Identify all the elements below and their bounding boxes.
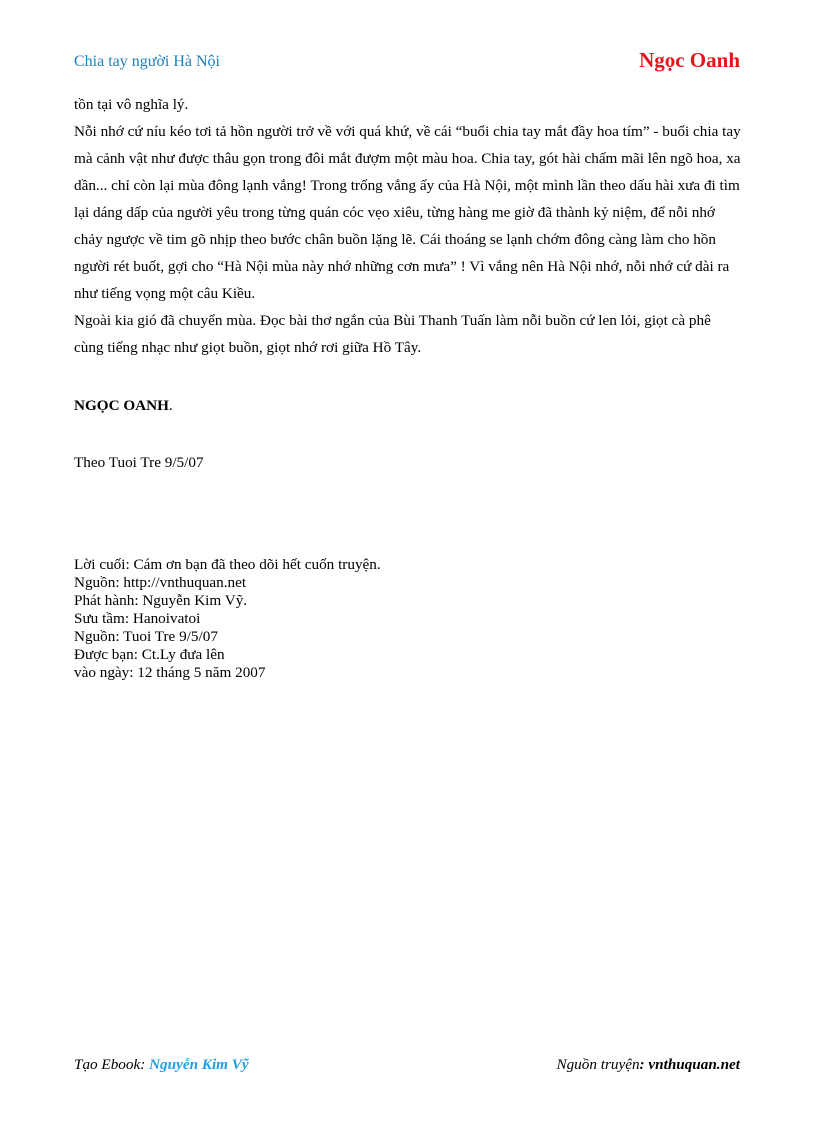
- signature-name: NGỌC OANH: [74, 397, 169, 414]
- footer-ebook-author: Nguyễn Kim Vỹ: [149, 1056, 249, 1073]
- credit-collector: Sưu tầm: Hanoivatoi: [74, 610, 201, 627]
- credit-final-note: Lời cuối: Cám ơn bạn đã theo dõi hết cuốn truyện.: [74, 556, 381, 573]
- credit-source: Nguồn: Tuoi Tre 9/5/07: [74, 628, 218, 645]
- credit-source-url: Nguồn: http://vnthuquan.net: [74, 574, 247, 591]
- footer-source-sep: :: [639, 1056, 649, 1073]
- article-source: Theo Tuoi Tre 9/5/07: [74, 454, 204, 471]
- paragraph-1: tồn tại vô nghĩa lý.: [74, 96, 189, 113]
- footer-source-label: Nguồn truyện: [556, 1056, 640, 1073]
- credit-uploader: Được bạn: Ct.Ly đưa lên: [74, 646, 225, 663]
- footer-source-credit: [556, 1056, 740, 1074]
- header-author: Ngọc Oanh: [639, 48, 740, 72]
- signature-punct: .: [168, 397, 173, 414]
- paragraph-2: Nỗi nhớ cứ níu kéo tơi tả hồn người trở về với quá khứ, về cái “buổi chia tay mắt đầy hoa tím” - buổi chia tay mà cảnh vật như được thâu gọn trong đôi mắt đượm một màu hoa. Chia tay, gót hài chấm mãi lên ngõ hoa, xa dần... chỉ còn lại mùa đông lạnh vắng! Trong trống vắng ấy của Hà Nội, một mình lần theo dấu hài xưa đi tìm lại dáng dấp của người yêu trong từng quán cóc vẹo xiêu, từng hàng me giờ đã thành kỷ niệm, để nỗi nhớ chảy ngược về tim gõ nhịp theo bước chân buồn lặng lẽ. Cái thoáng se lạnh chớm đông càng làm cho hồn người rét buốt, gợi cho “Hà Nội mùa này nhớ những cơn mưa” ! Vì vắng nên Hà Nội nhớ, nỗi nhớ cứ dài ra như tiếng vọng một câu Kiều.: [74, 123, 741, 302]
- author-signature: [74, 397, 173, 415]
- credits-block: [74, 556, 381, 682]
- credit-date: vào ngày: 12 tháng 5 năm 2007: [74, 664, 266, 681]
- footer-ebook-sep: :: [140, 1056, 150, 1073]
- footer-ebook-credit: [74, 1056, 249, 1074]
- paragraph-3: Ngoài kia gió đã chuyển mùa. Đọc bài thơ ngắn của Bùi Thanh Tuấn làm nỗi buồn cứ len lỏi, giọt cà phê cùng tiếng nhạc như giọt buồn, giọt nhớ rơi giữa Hồ Tây.: [74, 312, 711, 356]
- footer-ebook-label: Tạo Ebook: [74, 1056, 141, 1073]
- footer-source-site: vnthuquan.net: [648, 1056, 740, 1073]
- article-body: [74, 91, 744, 361]
- header-title: Chia tay người Hà Nội: [74, 53, 220, 70]
- credit-publisher: Phát hành: Nguyễn Kim Vỹ.: [74, 592, 248, 609]
